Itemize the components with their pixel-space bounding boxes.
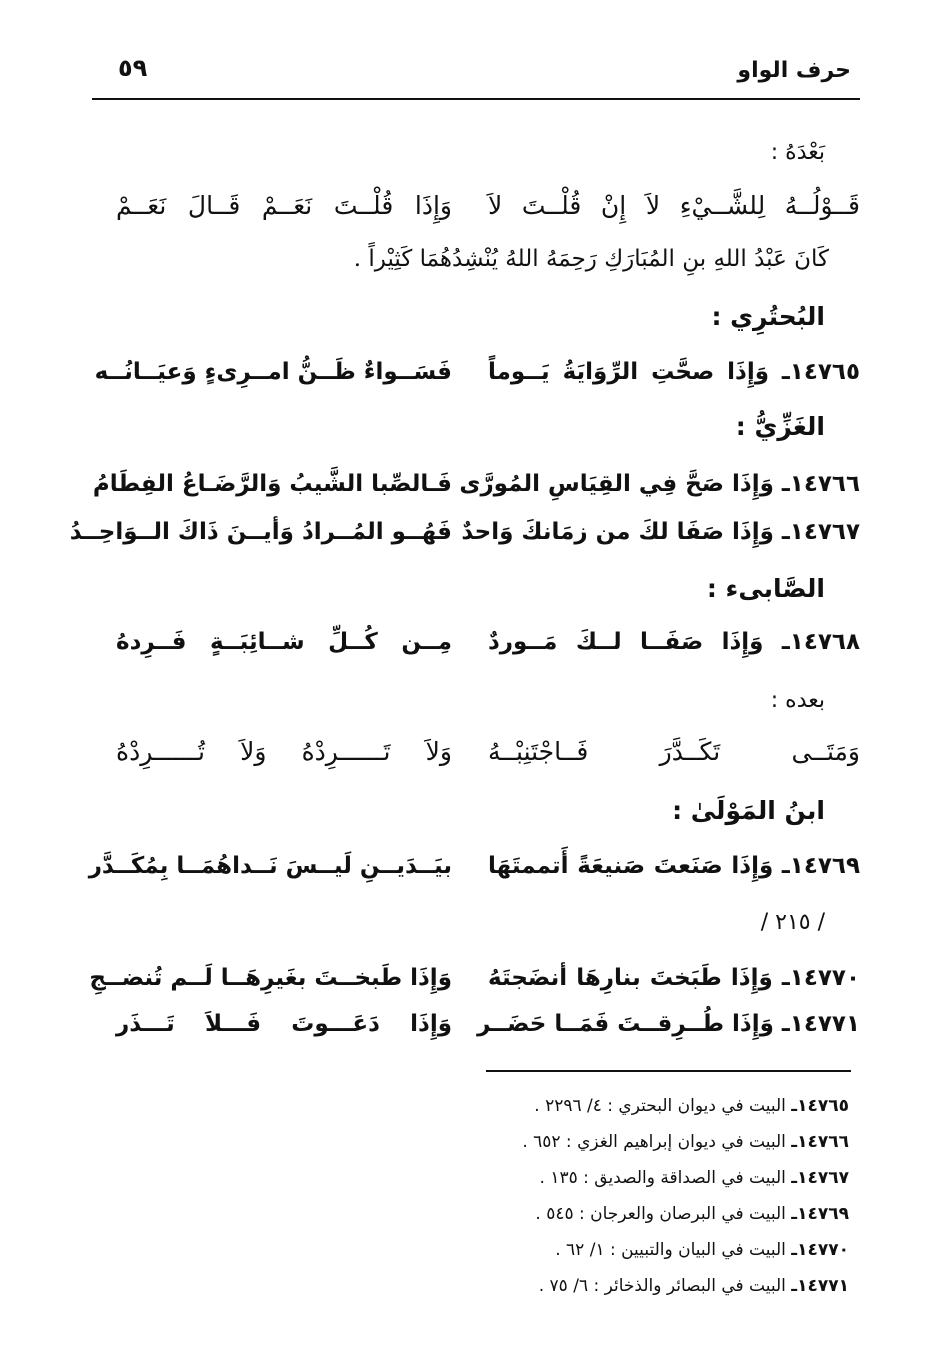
after-label: بَعْدَهُ : [770,140,825,165]
poet-name: البُحتُرِي : [711,302,825,331]
footnote [522,1232,849,1268]
verse-number: ١٤٧٧١ـ [781,1011,860,1037]
verse-first-hemistich: ١٤٧٦٨ـ وَإِذَا صَفَــا لــكَ مَــوردٌ [488,629,860,655]
poet-name: الصَّابىء : [706,574,825,603]
footnote [522,1268,849,1304]
footnote-text: البيت في الصداقة والصديق : ١٣٥ . [539,1168,786,1188]
verse-second-hemistich: وَلاَ تَــــــرِدْهُ وَلاَ تُــــــرِدْهُ [116,737,452,766]
footnote-text: البيت في البيان والتبيين : ١/ ٦٢ . [555,1240,786,1260]
verse-number: ١٤٧٦٥ـ [781,359,860,385]
footnotes-list [522,1088,849,1304]
verse-second-hemistich: وَإِذَا قُلْــتَ نَعَــمْ قَــالَ نَعَــمْ [116,191,452,220]
verse-number: ١٤٧٦٦ـ [781,471,860,497]
footnote [522,1196,849,1232]
poet-name: الغَزِّيُّ : [735,412,825,441]
footnote-text: البيت في البرصان والعرجان : ٥٤٥ . [535,1204,786,1224]
verse-number: ١٤٧٦٨ـ [781,629,860,655]
footnote [522,1088,849,1124]
verse-first-hemistich: ١٤٧٦٥ـ وَإِذَا صحَّتِ الرِّوَايَةُ يَــوماً [488,359,860,385]
footnote-text: البيت في ديوان البحتري : ٤/ ٢٢٩٦ . [534,1096,786,1116]
verse-14768 [96,622,860,662]
footnote-number: ١٤٧٦٦ـ [791,1132,849,1152]
footnote-number: ١٤٧٦٧ـ [791,1168,849,1188]
verse-14769 [88,846,860,886]
verse-second-hemistich: فَـالصِّبا الشَّيبُ وَالرَّضَـاعُ الفِطَامُ [92,471,452,497]
footnote-divider [486,1070,851,1072]
footnote-text: البيت في البصائر والذخائر : ٦/ ٧٥ . [538,1276,786,1296]
verse-14767 [69,512,860,552]
footnote [522,1160,849,1196]
footnote-number: ١٤٧٦٩ـ [791,1204,849,1224]
verse-unnumbered-b [96,732,860,772]
after-label: بعده : [770,688,825,713]
verse-14766 [92,464,860,504]
page-number: ٥٩ [118,54,148,82]
verse-first-hemistich: ١٤٧٧١ـ وَإِذَا طُــرِقــتَ فَمَــا حَضَــر [477,1011,860,1037]
verse-second-hemistich: فَسَــواءٌ ظَــنُّ امــرِىءٍ وَعيَــانُــه [94,359,452,385]
footnote-number: ١٤٧٦٥ـ [791,1096,849,1116]
verse-14765 [96,352,860,392]
verse-second-hemistich: فَهُــو المُــرادُ وَأيــنَ ذَاكَ الــوَاحِــدُ [69,519,452,545]
verse-number: ١٤٧٦٧ـ [781,519,860,545]
footnote-number: ١٤٧٧١ـ [791,1276,849,1296]
verse-14770 [89,958,860,998]
chapter-title: حرف الواو [737,58,851,83]
verse-14771 [96,1004,860,1044]
reference-marker: / ٢١٥ / [760,910,825,935]
verse-second-hemistich: وَإِذَا طَبخــتَ بغَيرِهَــا لَــم تُنضــجِ [89,965,452,991]
poet-name: ابنُ المَوْلَىٰ : [672,796,825,825]
verse-second-hemistich: وَإِذَا دَعَـــوتَ فَـــلاَ تَـــذَر [116,1011,452,1037]
header-divider [92,98,860,100]
verse-first-hemistich: ١٤٧٧٠ـ وَإِذَا طَبَختَ بنارِهَا أنضَجتَهُ [488,965,860,991]
verse-number: ١٤٧٦٩ـ [781,853,860,879]
verse-second-hemistich: بيَــدَيــنِ لَيــسَ نَــداهُمَــا بِمُكَــدَّر [88,853,452,879]
verse-second-hemistich: مِــن كُــلِّ شــائِبَــةٍ فَــرِدهُ [116,629,452,655]
verse-first-hemistich: وَمَتَــى تَكَــدَّرَ فَــاجْتَنِبْــهُ [488,737,860,766]
verse-first-hemistich: ١٤٧٦٩ـ وَإِذَا صَنَعتَ صَنيعَةً أَتممتَهَا [488,853,860,879]
verse-unnumbered-a [96,186,860,226]
footnote-text: البيت في ديوان إبراهيم الغزي : ٦٥٢ . [522,1132,786,1152]
verse-first-hemistich: قَــوْلُــهُ لِلشَّــيْءِ لاَ إِنْ قُلْــتَ لاَ [488,191,860,220]
verse-number: ١٤٧٧٠ـ [781,965,860,991]
footnote-number: ١٤٧٧٠ـ [791,1240,849,1260]
prose-note: كَانَ عَبْدُ اللهِ بنِ المُبَارَكِ رَحِمَهُ اللهُ يُنْشِدُهُمَا كَثِيْراً . [353,246,829,272]
verse-first-hemistich: ١٤٧٦٦ـ وَإِذَا صَحَّ فِي القِيَاسِ المُورَّى [459,471,860,497]
verse-first-hemistich: ١٤٧٦٧ـ وَإِذَا صَفَا لكَ من زمَانكَ وَاحدٌ [461,519,860,545]
footnote [522,1124,849,1160]
